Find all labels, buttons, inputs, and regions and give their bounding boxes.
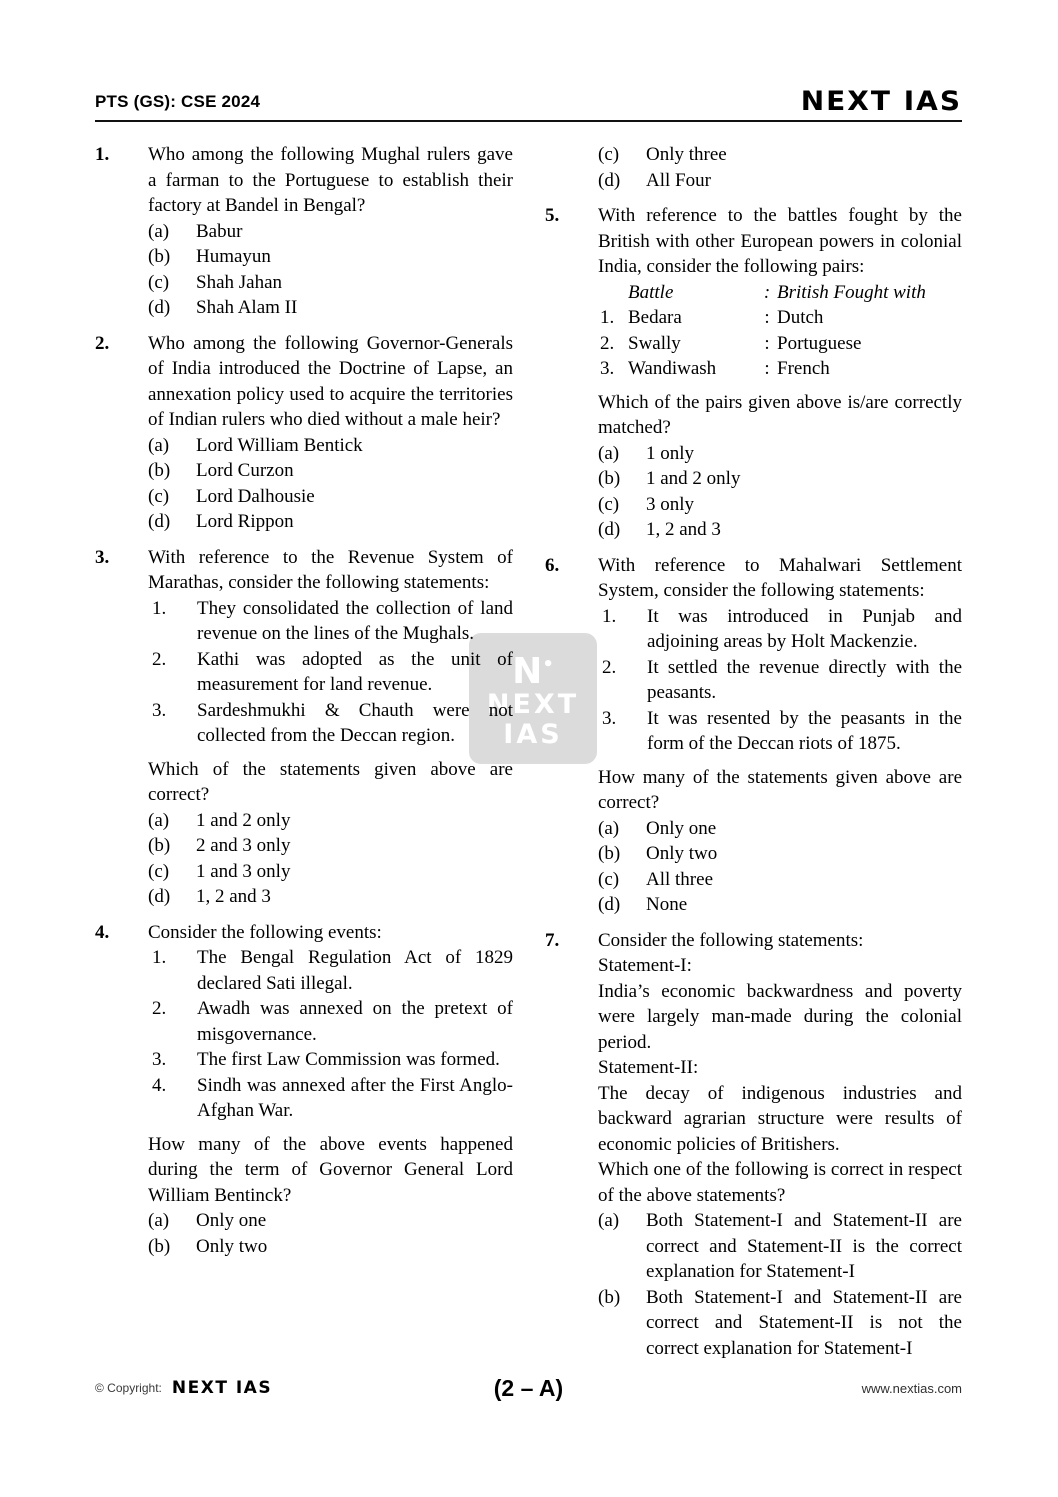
option-text: All Four bbox=[646, 169, 711, 191]
option bbox=[148, 458, 513, 484]
question bbox=[95, 545, 513, 596]
pair-number: 1. bbox=[600, 307, 615, 328]
question-number: 5. bbox=[545, 205, 560, 226]
option-text: Humayun bbox=[196, 246, 271, 267]
option-text: 1, 2 and 3 bbox=[646, 519, 721, 540]
option bbox=[598, 142, 962, 168]
question-text: Consider the following statements: bbox=[598, 929, 864, 951]
question bbox=[95, 142, 513, 219]
question bbox=[95, 920, 513, 946]
statement-number: 2. bbox=[152, 998, 167, 1019]
pair-number bbox=[600, 280, 628, 306]
option-label: (c) bbox=[598, 868, 620, 890]
pair-power: French bbox=[777, 358, 830, 379]
pair-table-row bbox=[600, 305, 962, 331]
option-label: (a) bbox=[598, 817, 620, 839]
statement-item bbox=[152, 1047, 513, 1073]
statement-item bbox=[152, 647, 513, 698]
option-text: All three bbox=[646, 868, 714, 890]
statement-number: 2. bbox=[602, 656, 617, 678]
pair-table-row bbox=[600, 331, 962, 357]
option bbox=[148, 808, 513, 834]
option bbox=[148, 244, 513, 270]
pair-battle: Battle bbox=[628, 281, 674, 303]
lead-in-paragraph: Which of the statements given above are correct? bbox=[148, 758, 513, 805]
pair-battle: Wandiwash bbox=[628, 358, 717, 379]
pair-colon: : bbox=[764, 332, 770, 354]
question-text: With reference to the battles fought by the British with other European powers in colonial India, consider the following pairs: bbox=[598, 205, 962, 277]
option bbox=[598, 816, 962, 842]
option-label: (a) bbox=[598, 442, 620, 464]
statement-item bbox=[152, 996, 513, 1047]
statement-text: It settled the revenue directly with the peasants. bbox=[647, 656, 962, 703]
statement-number: 3. bbox=[602, 707, 617, 729]
statement-item bbox=[602, 604, 962, 655]
pair-power: Portuguese bbox=[777, 332, 862, 354]
page-footer bbox=[95, 1376, 962, 1402]
question-number: 1. bbox=[95, 144, 110, 165]
statement-label: Statement-II: bbox=[598, 1057, 699, 1078]
option-label: (d) bbox=[148, 886, 171, 907]
pair-battle: Swally bbox=[628, 332, 681, 354]
option-text: Only three bbox=[646, 144, 727, 165]
statement-text: The first Law Commission was formed. bbox=[197, 1049, 500, 1070]
pair-colon: : bbox=[764, 307, 770, 328]
option-text: None bbox=[646, 894, 688, 915]
footer-nextias-logo: NEXT IAS bbox=[171, 1378, 273, 1398]
question bbox=[545, 553, 962, 604]
statement-text: Sardeshmukhi & Chauth were not collected from the Deccan region. bbox=[197, 699, 513, 746]
option-label: (d) bbox=[598, 169, 621, 191]
option bbox=[598, 841, 962, 867]
page-code: (2 – A) bbox=[493, 1375, 564, 1401]
option-label: (d) bbox=[148, 511, 171, 532]
question-text: Who among the following Governor-Generals of India introduced the Doctrine of Lapse, an annexation policy used to acquire the territories of Indian rulers who died without a male heir? bbox=[148, 332, 513, 430]
statement-text: Kathi was adopted as the unit of measurement for land revenue. bbox=[197, 648, 513, 695]
option-label: (a) bbox=[148, 220, 170, 242]
statement-item bbox=[602, 706, 962, 757]
statement-number: 4. bbox=[152, 1074, 167, 1096]
option-label: (d) bbox=[598, 519, 621, 540]
pair-number: 3. bbox=[600, 358, 615, 379]
option bbox=[598, 168, 962, 194]
question-text: With reference to the Revenue System of Marathas, consider the following statements: bbox=[148, 546, 513, 593]
pair-table-row bbox=[600, 356, 962, 382]
option-label: (d) bbox=[598, 894, 621, 915]
question bbox=[545, 928, 962, 954]
option bbox=[598, 892, 962, 918]
pair-colon: : bbox=[763, 281, 771, 303]
option-text: Only two bbox=[646, 843, 718, 864]
option-text: 2 and 3 only bbox=[196, 835, 291, 856]
option bbox=[148, 884, 513, 910]
option-text: Lord William Bentick bbox=[196, 434, 363, 456]
question-number: 3. bbox=[95, 546, 110, 568]
option bbox=[148, 295, 513, 321]
statement-label: Statement-I: bbox=[598, 955, 692, 976]
statement-number: 3. bbox=[152, 1049, 167, 1070]
page-header bbox=[95, 85, 962, 122]
statement-item bbox=[602, 655, 962, 706]
option-label: (c) bbox=[148, 271, 170, 293]
option bbox=[148, 509, 513, 535]
statement-text: Awadh was annexed on the pretext of misgovernance. bbox=[197, 998, 513, 1045]
option-label: (d) bbox=[148, 297, 171, 318]
paper-title: PTS (GS): CSE 2024 bbox=[95, 91, 261, 111]
watermark-next: NEXT bbox=[486, 689, 580, 720]
question-text: With reference to Mahalwari Settlement System, consider the following statements: bbox=[598, 554, 962, 601]
option-text: 1 only bbox=[646, 442, 695, 464]
option bbox=[148, 1208, 513, 1234]
option-label: (c) bbox=[598, 144, 620, 165]
pair-colon: : bbox=[764, 358, 770, 379]
statement-number: 3. bbox=[152, 699, 167, 721]
option bbox=[148, 270, 513, 296]
statement-text: It was introduced in Punjab and adjoining areas by Holt Mackenzie. bbox=[647, 605, 962, 652]
statement-text: Sindh was annexed after the First Anglo-Afghan War. bbox=[197, 1074, 513, 1121]
statement-number: 1. bbox=[152, 597, 167, 619]
question bbox=[95, 331, 513, 433]
option bbox=[598, 492, 962, 518]
option-text: Shah Jahan bbox=[196, 271, 283, 293]
option bbox=[598, 1285, 962, 1362]
option-label: (c) bbox=[598, 493, 620, 515]
watermark-ias: IAS bbox=[503, 719, 563, 750]
pair-table-header bbox=[600, 280, 962, 306]
statement-number: 1. bbox=[152, 947, 167, 968]
option-label: (a) bbox=[148, 809, 170, 831]
question-number: 4. bbox=[95, 921, 110, 943]
option-text: Lord Curzon bbox=[196, 460, 294, 481]
statement-text: The Bengal Regulation Act of 1829 declared Sati illegal. bbox=[197, 947, 513, 994]
option-label: (b) bbox=[598, 468, 621, 489]
statement-item bbox=[152, 1073, 513, 1124]
option-text: 3 only bbox=[646, 493, 695, 515]
option-label: (c) bbox=[148, 860, 170, 882]
question bbox=[545, 203, 962, 280]
option-label: (b) bbox=[598, 1286, 621, 1308]
option-label: (b) bbox=[148, 835, 171, 856]
option-text: Shah Alam II bbox=[196, 297, 298, 318]
paragraph: Which one of the following is correct in respect of the above statements? bbox=[598, 1159, 962, 1206]
pair-power: British Fought with bbox=[777, 281, 926, 303]
option bbox=[148, 833, 513, 859]
option-text: 1 and 2 only bbox=[646, 468, 741, 489]
option-text: 1, 2 and 3 bbox=[196, 886, 271, 907]
option bbox=[148, 484, 513, 510]
option-label: (a) bbox=[148, 1210, 170, 1231]
watermark-dot-icon: • bbox=[542, 654, 554, 675]
question-number: 6. bbox=[545, 554, 560, 576]
statement-item bbox=[152, 698, 513, 749]
option bbox=[598, 441, 962, 467]
statement-item bbox=[152, 945, 513, 996]
pair-battle: Bedara bbox=[628, 307, 682, 328]
option bbox=[148, 1234, 513, 1260]
option-text: Only one bbox=[196, 1210, 267, 1231]
option-text: 1 and 3 only bbox=[196, 860, 291, 882]
left-column bbox=[95, 142, 513, 1361]
option-label: (c) bbox=[148, 485, 170, 507]
statement-item bbox=[152, 596, 513, 647]
pair-number: 2. bbox=[600, 332, 615, 354]
option-text: Lord Rippon bbox=[196, 511, 294, 532]
option-text: Only two bbox=[196, 1235, 268, 1257]
nextias-logo: NEXT IAS bbox=[800, 85, 962, 117]
question-number: 2. bbox=[95, 332, 110, 354]
option bbox=[598, 867, 962, 893]
question-text: Consider the following events: bbox=[148, 921, 382, 943]
right-column bbox=[545, 142, 962, 1361]
website-link: www.nextias.com bbox=[861, 1381, 962, 1396]
statement-text: They consolidated the collection of land revenue on the lines of the Mughals. bbox=[197, 597, 513, 644]
lead-in-paragraph: How many of the statements given above are correct? bbox=[598, 766, 962, 813]
option-label: (b) bbox=[598, 843, 621, 864]
option-text: 1 and 2 only bbox=[196, 809, 291, 831]
option bbox=[598, 466, 962, 492]
option-text: Babur bbox=[196, 220, 243, 242]
option bbox=[598, 1208, 962, 1285]
option-text: Only one bbox=[646, 817, 717, 839]
option bbox=[148, 219, 513, 245]
option-text: Both Statement-I and Statement-II are correct and Statement-II is not the correct explanation for Statement-I bbox=[646, 1286, 962, 1359]
question-text: Who among the following Mughal rulers gave a farman to the Portuguese to establish their factory at Bandel in Bengal? bbox=[148, 144, 513, 216]
watermark-monogram: N• bbox=[512, 651, 554, 692]
statement-number: 2. bbox=[152, 648, 167, 670]
option-label: (b) bbox=[148, 1235, 171, 1257]
option bbox=[148, 433, 513, 459]
lead-in-paragraph: Which of the pairs given above is/are correctly matched? bbox=[598, 391, 962, 438]
option-label: (a) bbox=[598, 1210, 620, 1231]
option bbox=[148, 859, 513, 885]
option-label: (a) bbox=[148, 434, 170, 456]
option-text: Both Statement-I and Statement-II are correct and Statement-II is the correct explanation for Statement-I bbox=[646, 1210, 962, 1282]
statement-number: 1. bbox=[602, 605, 617, 627]
option-text: Lord Dalhousie bbox=[196, 485, 315, 507]
question-content bbox=[95, 142, 962, 1361]
paragraph: The decay of indigenous industries and backward agrarian structure were results of economic policies of Britishers. bbox=[598, 1082, 962, 1155]
lead-in-paragraph: How many of the above events happened during the term of Governor General Lord William Bentinck? bbox=[148, 1133, 513, 1206]
statement-text: It was resented by the peasants in the form of the Deccan riots of 1875. bbox=[647, 707, 962, 754]
option-label: (b) bbox=[148, 460, 171, 481]
paragraph: India’s economic backwardness and poverty were largely man-made during the colonial period. bbox=[598, 980, 962, 1053]
pair-power: Dutch bbox=[777, 307, 824, 328]
option bbox=[598, 517, 962, 543]
copyright-label: © Copyright: bbox=[95, 1381, 162, 1395]
question-number: 7. bbox=[545, 929, 560, 951]
option-label: (b) bbox=[148, 246, 171, 267]
